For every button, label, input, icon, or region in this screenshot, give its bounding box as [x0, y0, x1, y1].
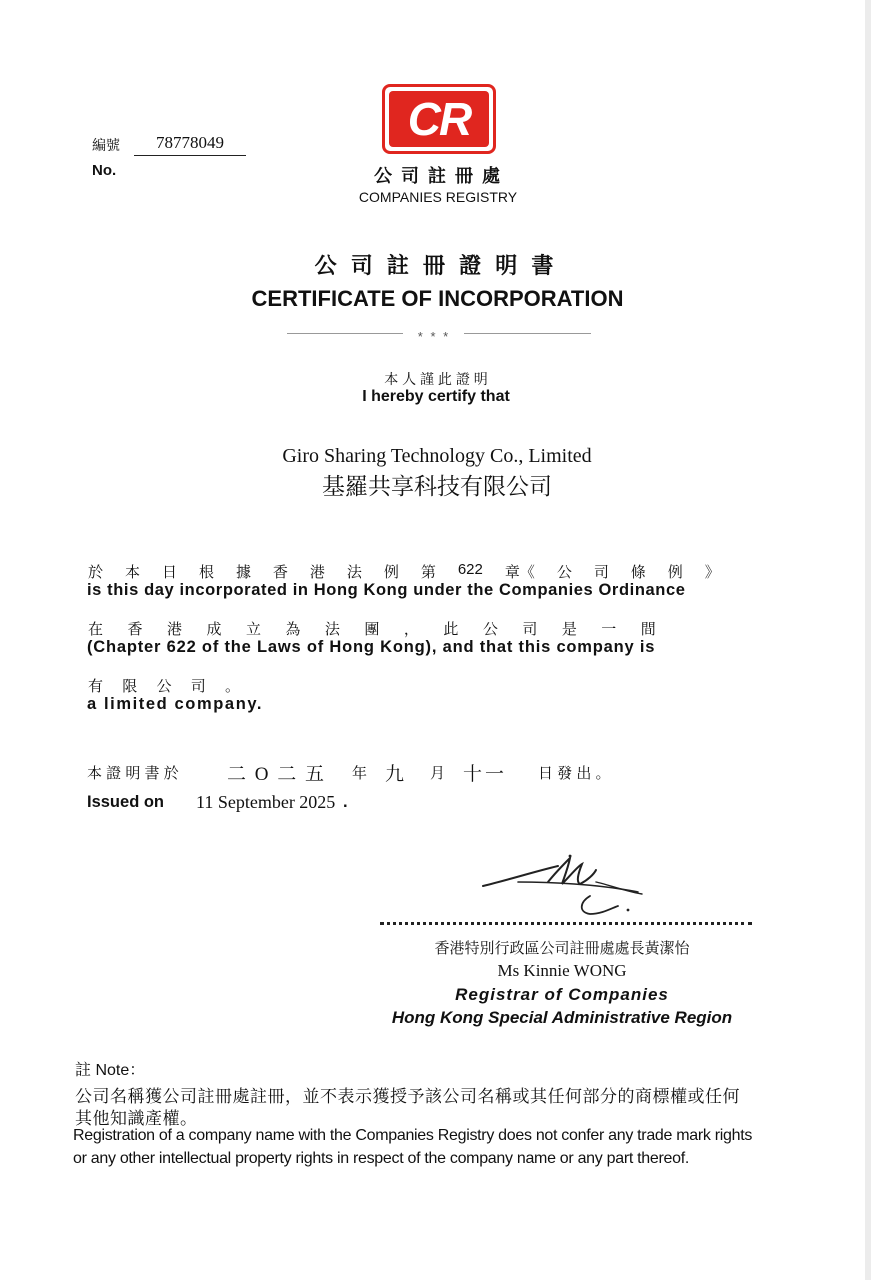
- certify-zh: 本 人 謹 此 證 明: [384, 371, 488, 387]
- body-line3-zh: [88, 675, 240, 696]
- certificate-title-en: CERTIFICATE OF INCORPORATION: [251, 286, 624, 311]
- body-zh-char: 港: [166, 621, 182, 638]
- body-zh-char: 於: [88, 564, 104, 581]
- page-edge-shadow: [865, 0, 871, 1280]
- issued-zh-month-unit: 月: [430, 765, 446, 782]
- certify-en: I hereby certify that: [362, 388, 510, 405]
- issued-en-label: Issued on: [87, 793, 165, 811]
- body-zh-char: 章《: [504, 564, 535, 581]
- note-en-2: or any other intellectual property rights in respect of the company name or any part thereof.: [73, 1150, 689, 1167]
- body-zh-char: 團: [364, 621, 380, 638]
- body-zh-char: 622: [457, 561, 483, 578]
- registry-name-en: COMPANIES REGISTRY: [358, 189, 518, 205]
- body-zh-char: 限: [122, 678, 138, 695]
- body-zh-char: 日: [161, 564, 177, 581]
- body-zh-char: 例: [667, 564, 683, 581]
- note-en-1: Registration of a company name with the Companies Registry does not confer any trade mark rights: [73, 1127, 753, 1144]
- issued-en-period: .: [343, 793, 348, 811]
- issued-zh-year-unit: 年: [352, 765, 368, 782]
- divider-right: [464, 333, 591, 334]
- body-zh-char: 香: [127, 621, 143, 638]
- number-label-zh: 編號: [92, 137, 120, 153]
- body-zh-char: 司: [190, 678, 206, 695]
- body-zh-char: 》: [704, 564, 720, 581]
- note-zh-2: 其他知識產權。: [75, 1109, 198, 1128]
- logo-mark: CR: [407, 93, 471, 145]
- body-zh-char: 司: [593, 564, 609, 581]
- body-zh-char: 例: [383, 564, 399, 581]
- body-zh-char: 第: [420, 564, 436, 581]
- divider-stars: * * *: [417, 329, 451, 344]
- body-zh-char: 香: [272, 564, 288, 581]
- body-line3-en: a limited company.: [87, 695, 264, 713]
- body-zh-char: 公: [482, 621, 498, 638]
- body-line2-zh: [88, 618, 656, 639]
- body-line2-en: (Chapter 622 of the Laws of Hong Kong), and that this company is: [87, 638, 656, 656]
- registrar-region: Hong Kong Special Administrative Region: [391, 1008, 733, 1027]
- signature-dotted-line: [380, 922, 752, 925]
- issued-en-date: 11 September 2025: [196, 792, 336, 812]
- body-line1-en: is this day incorporated in Hong Kong under the Companies Ordinance: [87, 581, 686, 599]
- issued-zh-prefix: 本 證 明 書 於: [87, 765, 179, 782]
- registrar-title-en: Registrar of Companies: [455, 985, 669, 1004]
- company-name-zh: 基羅共享科技有限公司: [322, 474, 552, 499]
- body-zh-char: 公: [556, 564, 572, 581]
- body-zh-char: 此: [443, 621, 459, 638]
- body-zh-char: 間: [640, 621, 656, 638]
- body-zh-char: 據: [235, 564, 251, 581]
- body-zh-char: 。: [224, 678, 240, 695]
- body-zh-char: 在: [88, 621, 104, 638]
- certificate-title-zh: 公 司 註 冊 證 明 書: [314, 253, 558, 278]
- body-zh-char: 根: [198, 564, 214, 581]
- registrar-title-zh: 香港特別行政區公司註冊處處長黃潔怡: [434, 940, 690, 957]
- divider-left: [287, 333, 403, 334]
- body-zh-char: 公: [156, 678, 172, 695]
- body-zh-char: 法: [324, 621, 340, 638]
- body-zh-char: 港: [309, 564, 325, 581]
- registry-name-zh: 公 司 註 冊 處: [373, 166, 502, 186]
- note-label: 註 Note：: [75, 1062, 146, 1079]
- body-zh-char: 成: [206, 621, 222, 638]
- company-name-en: Giro Sharing Technology Co., Limited: [282, 445, 592, 467]
- issued-zh-month: 九: [385, 764, 405, 785]
- body-zh-char: 是: [561, 621, 577, 638]
- issued-zh-year: 二 O 二 五: [227, 764, 326, 785]
- body-zh-char: 為: [285, 621, 301, 638]
- body-zh-char: 本: [124, 564, 140, 581]
- body-zh-char: 條: [630, 564, 646, 581]
- issued-zh-suffix: 日 發 出 。: [538, 765, 611, 782]
- body-zh-char: 法: [346, 564, 362, 581]
- note-zh: 公司名稱獲公司註冊處註冊，並不表示獲授予該公司名稱或其任何部分的商標權或任何: [75, 1087, 740, 1106]
- certificate-number: 78778049: [134, 133, 246, 156]
- issued-zh-day: 十一: [463, 764, 508, 785]
- body-zh-char: 司: [522, 621, 538, 638]
- registrar-signature: [478, 852, 648, 922]
- registrar-name: Ms Kinnie WONG: [497, 961, 627, 980]
- body-zh-char: 一: [601, 621, 617, 638]
- body-zh-char: ，: [403, 621, 419, 638]
- body-zh-char: 有: [88, 678, 104, 695]
- body-zh-char: 立: [245, 621, 261, 638]
- number-label-en: No.: [92, 162, 117, 179]
- body-line1-zh: [88, 561, 720, 582]
- companies-registry-logo: [382, 84, 496, 154]
